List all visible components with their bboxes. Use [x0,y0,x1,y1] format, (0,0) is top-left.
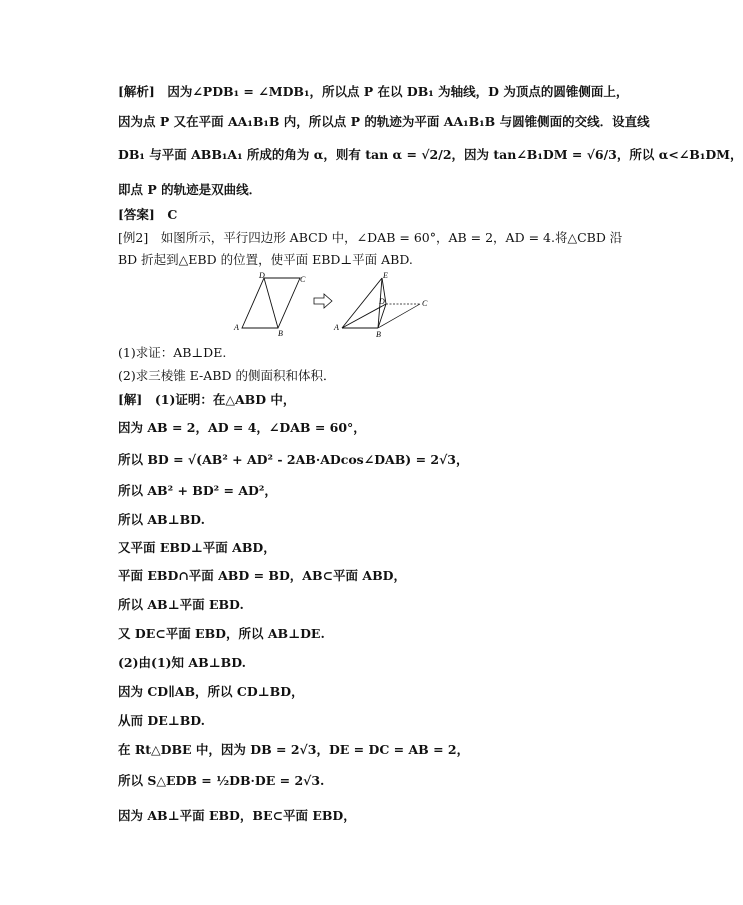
text-line: 即点 P 的轨迹是双曲线． [118,182,262,197]
solution-line: 因为 CD∥AB，所以 CD⊥BD， [118,684,304,699]
solution-line: 所以 AB⊥平面 EBD. [118,597,244,612]
answer-line: [答案] C [118,207,178,222]
solution-line: 所以 AB⊥BD. [118,512,205,527]
label-C-right: C [422,299,428,308]
solution-line: 所以 AB² + BD² = AD²， [118,483,277,498]
label-B-right: B [376,330,381,339]
label-A-right: A [334,323,339,332]
solution-line: 平面 EBD∩平面 ABD = BD，AB⊂平面 ABD， [118,568,406,583]
solution-line: 在 Rt△DBE 中，因为 DB = 2√3，DE = DC = AB = 2， [118,742,470,757]
text-line: 因为点 P 又在平面 AA₁B₁B 内，所以点 P 的轨迹为平面 AA₁B₁B 与圆锥侧面的交线．设直线 [118,114,650,129]
label-E-right: E [383,271,388,280]
question-line: (1)求证：AB⊥DE. [118,345,227,360]
question-line: (2)求三棱锥 E-ABD 的侧面积和体积． [118,368,336,383]
solution-line: 因为 AB = 2，AD = 4，∠DAB = 60°， [118,420,366,435]
label-D-right: D [379,297,385,306]
example-line: [例2] 如图所示，平行四边形 ABCD 中，∠DAB = 60°，AB = 2，AD = 4.将△CBD 沿 [118,230,623,245]
parallelogram-figure [233,271,306,338]
folding-figure [230,270,450,340]
folded-pyramid-figure [333,271,428,339]
solution-line: 从而 DE⊥BD. [118,713,206,728]
text-line: [解析] 因为∠PDB₁ = ∠MDB₁，所以点 P 在以 DB₁ 为轴线，D 为顶点的圆锥侧面上， [118,84,629,99]
label-C-left: C [300,275,306,284]
example-line: BD 折起到△EBD 的位置，使平面 EBD⊥平面 ABD. [118,252,413,267]
solution-line: 又平面 EBD⊥平面 ABD， [118,540,276,555]
label-B-left: B [278,329,283,338]
label-D-left: D [259,271,265,280]
solution-line: (2)由(1)知 AB⊥BD. [118,655,246,670]
solution-line: 又 DE⊂平面 EBD，所以 AB⊥DE. [118,626,325,641]
solution-line: [解] (1)证明：在△ABD 中， [118,392,296,407]
label-A-left: A [234,323,239,332]
solution-line: 所以 BD = √(AB² + AD² - 2AB·ADcos∠DAB) = 2√3， [118,452,469,467]
solution-line: 所以 S△EDB = ½DB·DE = 2√3. [118,773,325,788]
text-line: DB₁ 与平面 ABB₁A₁ 所成的角为 α，则有 tan α = √2/2，因为 tan∠B₁DM = √6/3，所以 α<∠B₁DM， [118,147,743,162]
solution-line: 因为 AB⊥平面 EBD，BE⊂平面 EBD， [118,808,356,823]
hollow-right-arrow-icon [314,294,332,308]
